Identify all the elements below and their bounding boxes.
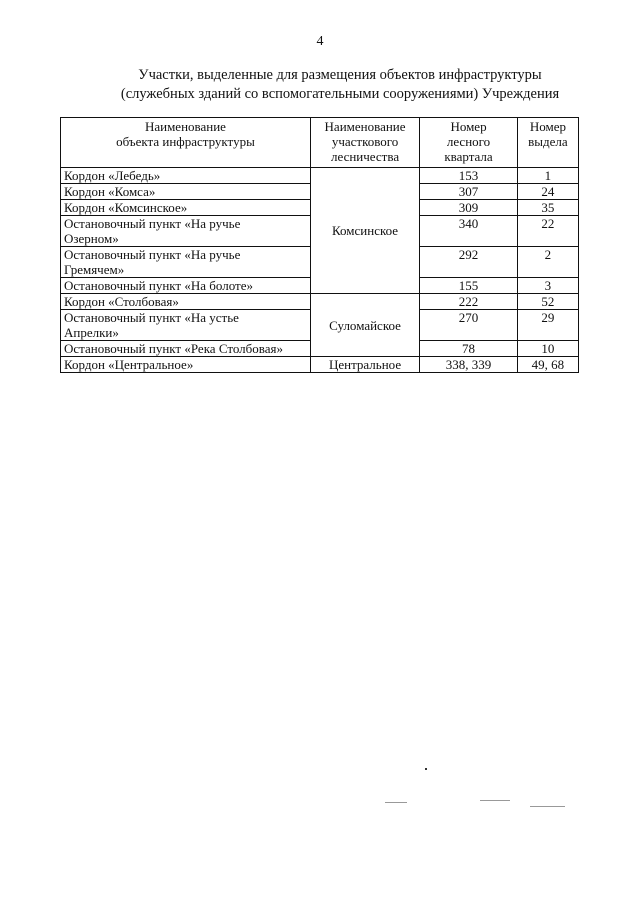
quarter-cell: 153: [420, 168, 518, 184]
document-title: [60, 66, 620, 104]
object-name-cell: Остановочный пункт «Река Столбовая»: [61, 341, 311, 357]
header-object-name: [61, 118, 311, 168]
header-district-name-text: Наименование участкового лесничества: [324, 119, 406, 164]
district-cell-komsinskoe: Комсинское: [310, 168, 419, 294]
header-vydel-number-text: Номер выдела: [528, 119, 568, 149]
table-row: [61, 168, 579, 184]
district-cell-tsentralnoe: Центральное: [310, 357, 419, 373]
object-name-cell: Остановочный пункт «На ручье Озерном»: [61, 216, 311, 247]
quarter-cell: 340: [420, 216, 518, 247]
object-name-cell: Кордон «Центральное»: [61, 357, 311, 373]
quarter-cell: 307: [420, 184, 518, 200]
quarter-cell: 309: [420, 200, 518, 216]
header-vydel-number: [517, 118, 578, 168]
object-name-cell: Кордон «Лебедь»: [61, 168, 311, 184]
table-row: [61, 357, 579, 373]
vydel-cell: 2: [517, 247, 578, 278]
quarter-cell: 78: [420, 341, 518, 357]
quarter-cell: 292: [420, 247, 518, 278]
vydel-cell: 1: [517, 168, 578, 184]
object-name-cell: Остановочный пункт «На болоте»: [61, 278, 311, 294]
scan-specks: [380, 760, 580, 810]
quarter-cell: 155: [420, 278, 518, 294]
header-quarter-number: [420, 118, 518, 168]
vydel-cell: 35: [517, 200, 578, 216]
header-district-name: [310, 118, 419, 168]
page-number: 4: [316, 34, 324, 49]
infrastructure-table: [60, 117, 579, 373]
vydel-cell: 3: [517, 278, 578, 294]
object-name-cell: Остановочный пункт «На устье Апрелки»: [61, 310, 311, 341]
vydel-cell: 10: [517, 341, 578, 357]
object-name-cell: Кордон «Комсинское»: [61, 200, 311, 216]
vydel-cell: 22: [517, 216, 578, 247]
header-quarter-number-text: Номер лесного квартала: [444, 119, 493, 164]
quarter-cell: 222: [420, 294, 518, 310]
vydel-cell: 49, 68: [517, 357, 578, 373]
object-name-cell: Кордон «Комса»: [61, 184, 311, 200]
object-name-cell: Остановочный пункт «На ручье Гремячем»: [61, 247, 311, 278]
quarter-cell: 270: [420, 310, 518, 341]
title-line-1: Участки, выделенные для размещения объектов инфраструктуры: [138, 67, 542, 83]
vydel-cell: 52: [517, 294, 578, 310]
quarter-cell: 338, 339: [420, 357, 518, 373]
table-row: [61, 294, 579, 310]
vydel-cell: 29: [517, 310, 578, 341]
object-name-cell: Кордон «Столбовая»: [61, 294, 311, 310]
table-header-row: [61, 118, 579, 168]
vydel-cell: 24: [517, 184, 578, 200]
title-line-2: (служебных зданий со вспомогательными сооружениями) Учреждения: [120, 86, 560, 102]
district-cell-sulomayskoe: Суломайское: [310, 294, 419, 357]
header-object-name-text: Наименование объекта инфраструктуры: [116, 119, 255, 149]
